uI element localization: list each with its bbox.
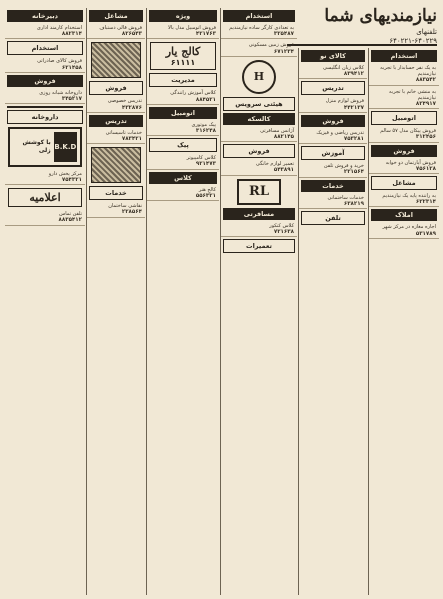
category-header: تعمیرات [223,239,295,253]
classified-ad: تعمیر لوازم خانگی ۵۴۳۸۹۱ [221,160,297,175]
category-header: مشاغل [371,176,437,190]
college-ad-box [150,42,216,70]
classified-ad: فروش آپارتمان دو خوابه ۷۵۶۱۲۸ [369,159,439,174]
classified-ad: نقاشی ساختمان ۲۲۸۵۶۴ [87,202,145,217]
category-header: تدریس [301,81,365,95]
masthead [287,6,437,46]
classified-ad: فروش کالای صادراتی ۶۲۱۴۵۸ [5,57,85,72]
classified-ad: فروش اتومبیل مدل بالا ۴۲۱۷۶۳ [147,24,219,39]
ad-photo [91,147,141,183]
category-header: فروش [371,145,437,157]
classified-ad: فروش لوازم منزل ۴۴۲۱۳۷ [299,97,367,112]
bkd-logo: B.K.D [54,132,77,162]
category-header: ویژه [149,10,217,22]
classified-ad: تدریس ریاضی و فیزیک ۷۵۳۲۸۱ [299,129,367,144]
category-header: کالسکه [223,113,295,125]
bkd-text: با کوشش زلی [22,138,51,154]
category-header: استخدام [7,41,83,55]
classified-ad: پیک موتوری ۳۱۶۲۴۸ [147,121,219,136]
service-logo: H [242,60,276,94]
category-header: کلاس [149,172,217,184]
classified-ad: تدریس خصوصی ۴۳۲۸۷۶ [87,97,145,112]
classified-ad: مرکز پخش دارو ۷۵۴۳۲۱ [5,170,85,185]
ad-photo [91,42,141,78]
category-header: اتومبیل [149,107,217,119]
masthead-title: نیازمندیهای شما [324,6,437,26]
classified-ad: کالج هنر ۵۵۶۳۲۱ [147,186,219,201]
logo-caption: هیئتی سرویس [223,97,295,111]
category-header: فروش [7,75,83,87]
category-header: املاک [371,209,437,221]
classified-ad: به تعدادی کارگر ساده نیازمندیم ۳۲۵۴۸۷ [221,24,297,39]
classified-ad: به یک نفر حسابدار با تجربه نیازمندیم ۸۸۳۵۴۲ [369,64,439,86]
classified-ad: تلفن تماس ۸۸۳۵۴۱۲ [5,210,85,225]
college-ad-number: ۶۱۱۱۱ [170,58,196,68]
column-5 [86,8,145,595]
category-header: آموزش [301,146,365,160]
category-header: تلفن [301,211,365,225]
classified-ad: خدمات تاسیساتی ۷۸۳۴۲۱ [87,129,145,144]
category-header: مسافرتی [223,208,295,220]
column-3 [220,8,297,595]
category-header: فروش [301,115,365,127]
classified-ad: به راننده پایه یک نیازمندیم ۶۲۲۳۱۴ [369,192,439,207]
category-header: استخدام [223,10,295,22]
announcement-title: اعلامیه [29,191,61,205]
classified-ad: خدمات ساختمانی ۶۳۸۲۱۹ [299,194,367,209]
category-header: مشاغل [89,10,143,22]
category-header: داروخانه [7,110,83,124]
column-2 [298,48,367,595]
classified-ad: فروش پیکان مدل ۵۷ سالم ۳۱۲۴۵۶ [369,127,439,142]
classified-ad: اجاره مغازه در مرکز شهر ۵۳۱۷۸۹ [369,223,439,238]
column-4 [146,8,219,595]
classified-ad: کلاس زبان انگلیسی ۸۳۹۴۱۲ [299,64,367,79]
category-header: مدیریت [149,73,217,87]
category-header: فروش [89,81,143,95]
category-header: اتومبیل [371,111,437,125]
category-header: خدمات [301,180,365,192]
classified-ad: کلاس کامپیوتر ۹۲۱۴۷۳ [147,154,219,169]
masthead-subtitle: تلفنهای [416,28,437,36]
category-header: فروش [223,144,295,158]
classified-ad: کلاس آموزش رانندگی ۸۸۴۵۲۱ [147,89,219,104]
column-1 [368,48,439,595]
classified-ad: خرید و فروش تلفن ۲۲۱۵۶۴ [299,162,367,177]
classified-ad: کلاس کنکور ۷۲۱۶۳۸ [221,222,297,237]
rl-logo: RL [237,179,281,205]
category-header: پیک [149,138,217,152]
category-header: کالای نو [301,50,365,62]
classified-ad: فروش قالی دستباف ۸۲۶۵۴۳ [87,24,145,39]
category-header: تدریس [89,115,143,127]
category-header: دبیرخانه [7,10,83,22]
divider [7,106,83,108]
college-ad-title: کالج یار [165,45,201,59]
classified-ad: داروخانه شبانه روزی ۳۴۵۲۱۷ [5,89,85,104]
announcement-box [8,188,82,207]
masthead-phone: ۶۴۰۲۲۱-۶۴۰۲۲۹ [389,37,437,45]
classified-ad: آژانس مسافرتی ۸۸۲۱۴۵ [221,127,297,142]
classified-ad: به منشی خانم با تجربه نیازمندیم ۸۲۴۹۱۷ [369,88,439,110]
classified-ad: استخدام کارمند اداری ۸۸۲۳۱۴ [5,24,85,39]
classified-ad: فروش زمین مسکونی ۶۷۱۲۳۴ [221,41,297,56]
category-header: خدمات [89,186,143,200]
bkd-ad [8,127,82,167]
category-header: استخدام [371,50,437,62]
column-6 [5,8,85,595]
